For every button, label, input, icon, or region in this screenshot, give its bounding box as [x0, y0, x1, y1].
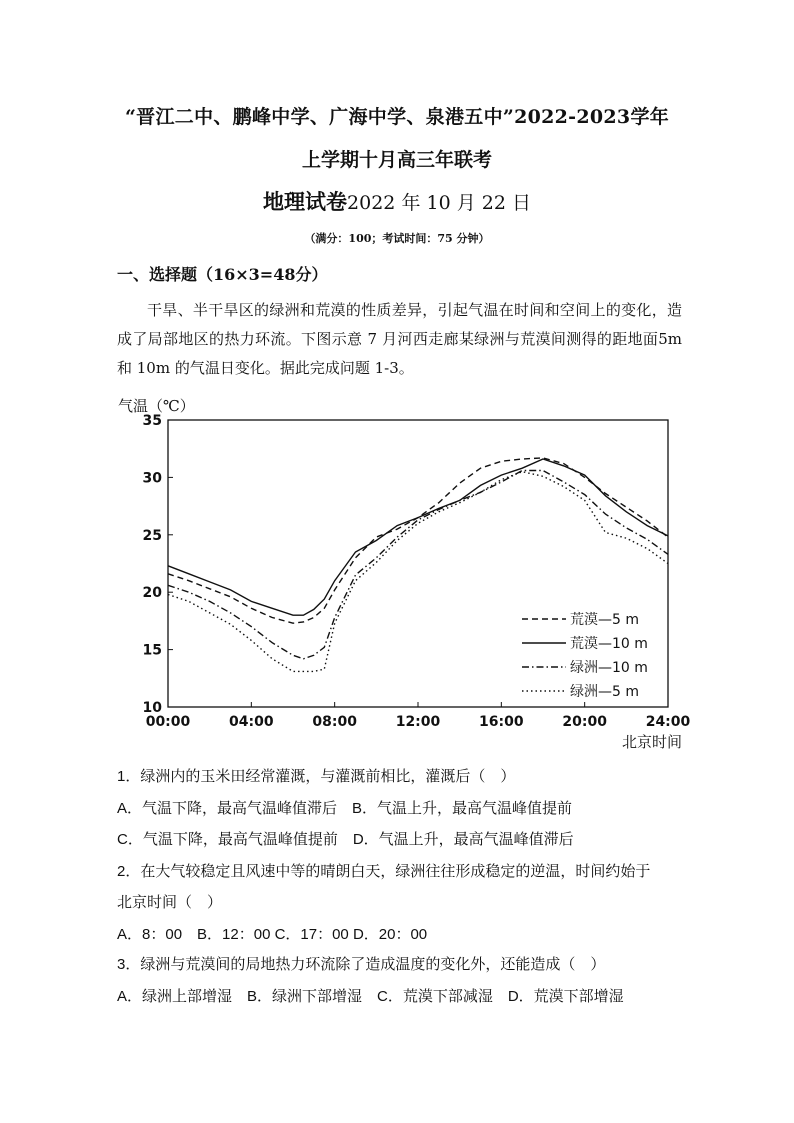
- y-tick-label: 30: [142, 470, 162, 487]
- question-2-continued: 北京时间（ ）: [117, 894, 223, 911]
- question-3: 3．绿洲与荒漠间的局地热力环流除了造成温度的变化外，还能造成（ ）: [117, 956, 606, 973]
- legend-label-1: 荒漠—5 m: [570, 612, 639, 628]
- chart-ylabel: 气温（℃）: [118, 397, 195, 415]
- x-tick-label: 04:00: [229, 714, 274, 730]
- x-tick-label: 12:00: [395, 714, 441, 730]
- subject-title: 地理试卷: [263, 189, 348, 214]
- x-tick-label: 00:00: [145, 714, 191, 730]
- x-tick-label: 20:00: [562, 714, 607, 730]
- series-line-3: [168, 471, 668, 659]
- x-tick-label: 16:00: [479, 714, 524, 730]
- chart-xlabel: 北京时间: [621, 733, 682, 751]
- x-tick-label: 24:00: [645, 714, 691, 730]
- question-2-options: A．8：00 B．12：00 C．17：00 D．20：00: [117, 926, 428, 943]
- question-2: 2．在大气较稳定且风速中等的晴朗白天，绿洲往往形成稳定的逆温，时间约始于: [117, 863, 651, 880]
- x-tick-label: 08:00: [312, 714, 357, 730]
- legend-label-3: 绿洲—10 m: [570, 660, 648, 676]
- exam-date: 2022 年 10 月 22 日: [347, 192, 531, 214]
- exam-header-line1: “晋江二中、鹏峰中学、广海中学、泉港五中”2022-2023学年: [124, 106, 670, 128]
- y-tick-label: 10: [142, 700, 162, 716]
- series-line-2: [168, 459, 668, 615]
- y-tick-label: 25: [142, 527, 162, 544]
- intro-paragraph: 干旱、半干旱区的绿洲和荒漠的性质差异，引起气温在时间和空间上的变化，造成了局部地区的热力环流。下图示意 7 月河西走廊某绿洲与荒漠间测得的距地面5m 和 10m 的气温日变化。据此完成问题 1-3。: [117, 301, 682, 377]
- question-1: 1．绿洲内的玉米田经常灌溉，与灌溉前相比，灌溉后（ ）: [117, 768, 516, 785]
- section-title: 一、选择题（16×3=48分）: [117, 265, 328, 284]
- y-tick-label: 35: [142, 413, 162, 429]
- question-1-options-ab: A．气温下降，最高气温峰值滞后 B．气温上升，最高气温峰值提前: [117, 800, 573, 817]
- question-1-options-cd: C．气温下降，最高气温峰值提前 D．气温上升，最高气温峰值滞后: [117, 831, 574, 848]
- exam-header-line2: 上学期十月高三年联考: [301, 149, 492, 171]
- y-tick-label: 15: [142, 642, 162, 659]
- question-3-options: A．绿洲上部增湿 B．绿洲下部增湿 C．荒漠下部减湿 D．荒漠下部增湿: [117, 988, 624, 1005]
- legend-label-2: 荒漠—10 m: [570, 636, 648, 652]
- legend-label-4: 绿洲—5 m: [570, 684, 639, 700]
- y-tick-label: 20: [142, 585, 162, 602]
- score-info: （满分：100；考试时间：75 分钟）: [304, 232, 490, 245]
